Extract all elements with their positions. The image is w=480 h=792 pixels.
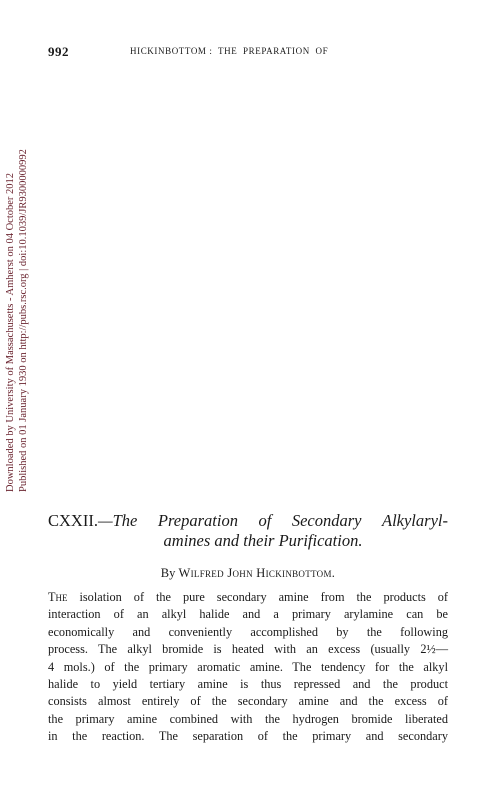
- title-word: Secondary: [291, 511, 362, 530]
- line-text: isolation of the pure secondary amine from the products of: [67, 590, 448, 604]
- title-word: —The: [97, 511, 138, 530]
- page-number: 992: [48, 44, 69, 59]
- article-title: [48, 511, 448, 551]
- body-line: consists almost entirely of the secondary amine and the excess of: [48, 694, 448, 709]
- download-notice: [4, 132, 30, 492]
- body-line: interaction of an alkyl halide and a primary arylamine can be: [48, 607, 448, 622]
- title-line-2: [48, 531, 448, 551]
- running-head: [48, 44, 448, 60]
- lead-word: The: [48, 590, 68, 604]
- title-continuation: amines and their Purification.: [163, 531, 363, 550]
- running-title: HICKINBOTTOM : THE PREPARATION OF: [130, 46, 329, 56]
- title-word: of: [258, 511, 272, 530]
- body-line: [48, 589, 448, 606]
- body-line: the primary amine combined with the hydrogen bromide liberated: [48, 711, 448, 726]
- byline-prefix: By: [160, 566, 176, 580]
- byline: [48, 566, 448, 581]
- title-line-1: [48, 511, 448, 531]
- article-number: CXXII.: [48, 511, 98, 530]
- body-line: economically and conveniently accomplished by the following: [48, 624, 448, 639]
- publication-notice-line[interactable]: Published on 01 January 1930 on http://pubs.rsc.org | doi:10.1039/JR9300000992: [18, 149, 29, 492]
- body-line: in the reaction. The separation of the primary and secondary: [48, 729, 448, 744]
- body-line: process. The alkyl bromide is heated with an excess (usually 2½—: [48, 642, 448, 657]
- title-word: Preparation: [157, 511, 238, 530]
- download-notice-line: Downloaded by University of Massachusetts - Amherst on 04 October 2012: [5, 172, 16, 492]
- body-paragraph: [48, 589, 448, 746]
- title-word: Alkylaryl-: [382, 511, 448, 530]
- body-line: halide to yield tertiary amine is thus repressed and the product: [48, 676, 448, 691]
- body-line: 4 mols.) of the primary aromatic amine. The tendency for the alkyl: [48, 659, 448, 674]
- author-name: Wilfred John Hickinbottom.: [178, 566, 336, 580]
- title-lead: [48, 511, 137, 531]
